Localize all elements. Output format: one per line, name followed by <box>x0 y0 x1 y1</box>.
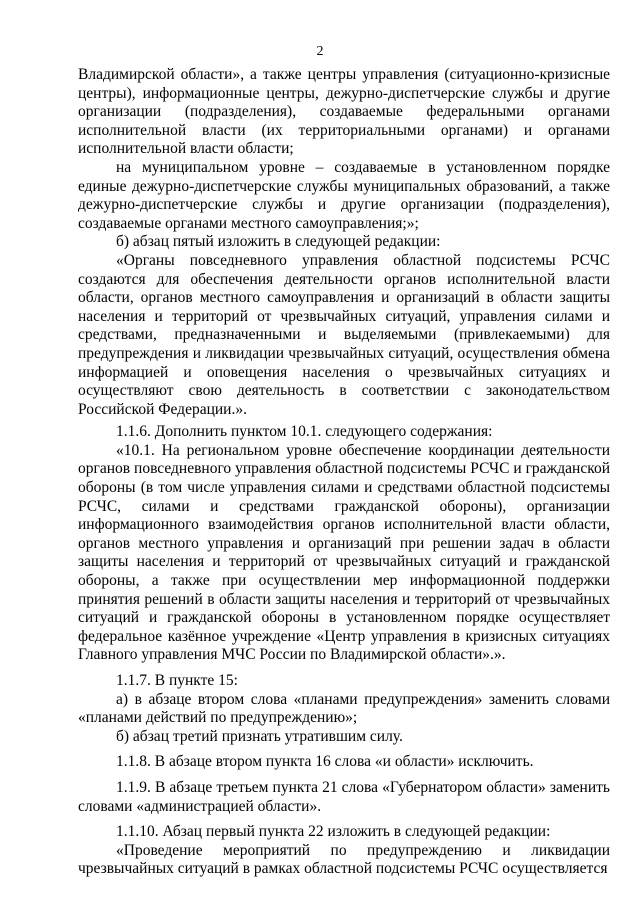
paragraph: б) абзац третий признать утратившим силу. <box>116 727 403 745</box>
quoted-paragraph: «Проведение мероприятий по предупреждению и ликвидации чрезвычайных ситуаций в рамках областной подсистемы РСЧС осуществляется <box>78 841 610 878</box>
paragraph: б) абзац пятый изложить в следующей редакции: <box>116 233 441 251</box>
quoted-paragraph: «Органы повседневного управления областной подсистемы РСЧС создаются для обеспечения деятельности органов исполнительной власти области, органов местного самоуправления и организаций в области защиты населения и территорий от чрезвычайных ситуаций, управления силами и средствами, предназначенными и выделяемыми (привлекаемыми) для предупреждения и ликвидации чрезвычайных ситуаций, осуществления обмена информацией и оповещения населения о чрезвычайных ситуациях и осуществляют свою деятельность в соответствии с законодательством Российской Федерации.». <box>78 251 610 418</box>
quoted-paragraph: «10.1. На региональном уровне обеспечение координации деятельности органов повседневного управления областной подсистемы РСЧС и гражданской обороны (в том числе управления силами и средствами областной подсистемы РСЧС, силами и средствами гражданской обороны), организации информационного взаимодействия органов исполнительной власти области, органов местного управления и организаций при решении задач в области защиты населения и территорий от чрезвычайных ситуаций и гражданской обороны, а также при осуществлении мер информационной поддержки принятия решений в области защиты населения и территорий от чрезвычайных ситуаций и гражданской обороны в установленном порядке осуществляет федеральное казённое учреждение «Центр управления в кризисных ситуациях Главного управления МЧС России по Владимирской области».». <box>78 441 610 664</box>
clause-heading: 1.1.6. Дополнить пунктом 10.1. следующего содержания: <box>116 423 493 441</box>
clause-heading: 1.1.10. Абзац первый пункта 22 изложить в следующей редакции: <box>116 823 551 841</box>
clause-heading: 1.1.9. В абзаце третьем пункта 21 слова «Губернатором области» заменить словами «администрацией области». <box>78 778 610 815</box>
paragraph: на муниципальном уровне – создаваемые в установленном порядке единые дежурно-диспетчерские службы муниципальных образований, а также дежурно-диспетчерские службы и другие организации (подразделения), создаваемые органами местного самоуправления;»; <box>78 158 610 232</box>
paragraph: а) в абзаце втором слова «планами предупреждения» заменить словами «планами действий по предупреждению»; <box>78 690 610 727</box>
clause-heading: 1.1.8. В абзаце втором пункта 16 слова «и области» исключить. <box>116 753 534 771</box>
paragraph: Владимирской области», а также центры управления (ситуационно-кризисные центры), информационные центры, дежурно-диспетчерские службы и другие организации (подразделения), создаваемые федеральными органами исполнительной власти (их территориальными органами) и органами исполнительной власти области; <box>78 66 610 158</box>
page-number: 2 <box>316 44 324 59</box>
document-body <box>78 66 610 879</box>
clause-heading: 1.1.7. В пункте 15: <box>116 672 238 689</box>
